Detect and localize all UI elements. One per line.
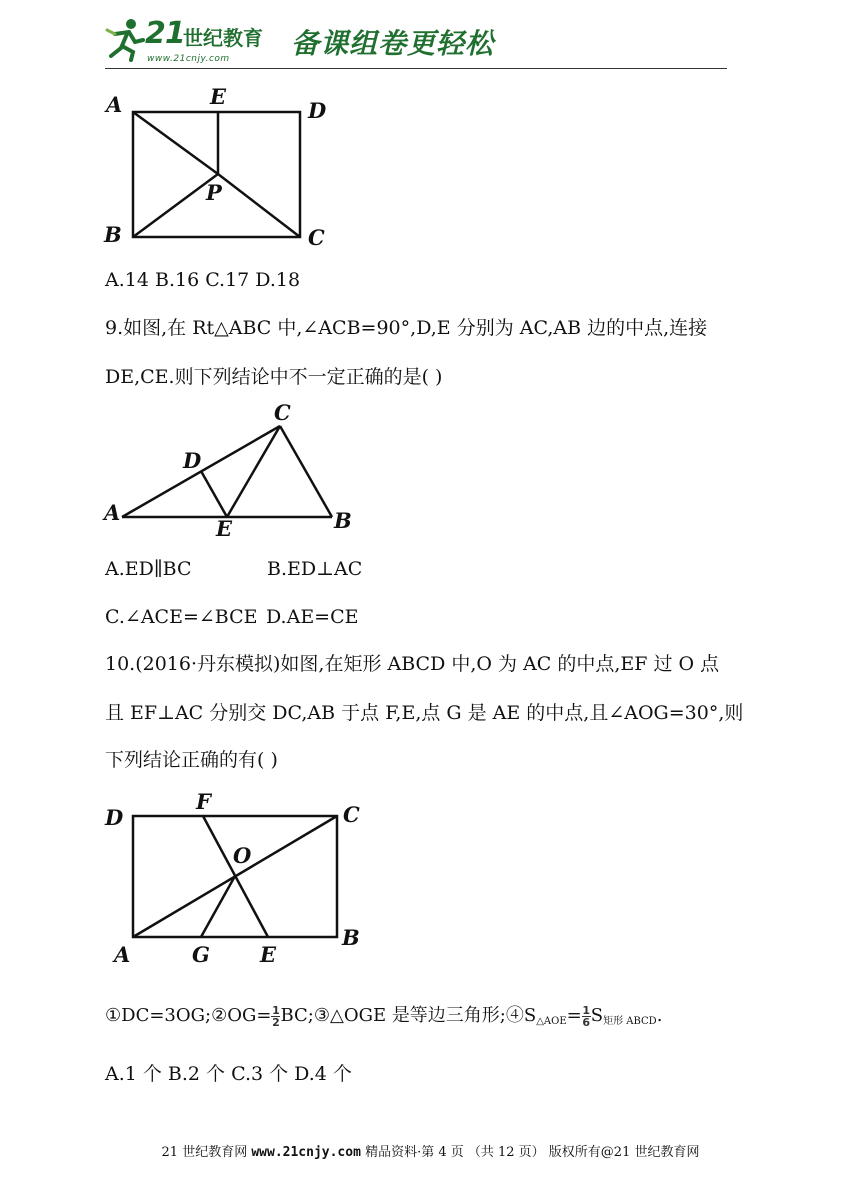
q10-stmt-part2: BC;③△OGE 是等边三角形;④S [280,1005,537,1026]
q8-segment-ap [133,112,218,174]
q9-option-c: C.∠ACE=∠BCE [105,606,258,628]
q10-stmt-sub1: △AOE [536,1016,567,1027]
q10-label-e: E [260,942,277,967]
frac-num: 1 [272,1003,280,1017]
q10-options: A.1 个 B.2 个 C.3 个 D.4 个 [105,1063,352,1085]
q8-label-e: E [210,84,227,109]
q9-figure [100,400,360,540]
q10-label-o: O [233,843,252,868]
q10-label-g: G [192,942,210,967]
q8-label-b: B [104,222,122,247]
q8-figure [100,84,340,254]
q9-option-b: B.ED⊥AC [267,558,363,580]
q10-label-c: C [343,802,360,827]
q9-label-a: A [104,500,121,525]
q8-segment-pc [218,174,300,237]
q10-label-b: B [342,925,360,950]
frac-den: 6 [582,1015,591,1029]
q9-label-d: D [183,448,202,473]
q10-stmt-part4: S [590,1005,604,1026]
q9-label-c: C [274,400,291,425]
q9-option-d: D.AE=CE [266,606,359,628]
q10-label-d: D [105,805,124,830]
q8-label-d: D [308,98,327,123]
q10-label-a: A [114,942,131,967]
q10-figure [100,785,380,975]
q9-text-line2: DE,CE.则下列结论中不一定正确的是( ) [105,366,443,388]
q10-stmt-part3: = [566,1005,582,1026]
q10-text-line2: 且 EF⊥AC 分别交 DC,AB 于点 F,E,点 G 是 AE 的中点,且∠AOG=30°,则 [105,702,744,724]
logo-text: 世纪教育 [183,26,263,50]
q9-segment-ce [227,426,280,517]
q8-options: A.14 B.16 C.17 D.18 [105,269,301,291]
q8-label-p: P [206,180,222,205]
q10-statements [105,1004,662,1034]
q10-text-line1: 10.(2016·丹东模拟)如图,在矩形 ABCD 中,O 为 AC 的中点,EF 过 O 点 [105,653,720,675]
frac-den: 2 [272,1015,280,1029]
q9-text-line1: 9.如图,在 Rt△ABC 中,∠ACB=90°,D,E 分别为 AC,AB 边的中点,连接 [105,317,708,339]
q10-stmt-part1: ①DC=3OG;②OG= [105,1005,272,1026]
footer-site: 21 世纪教育网 [161,1145,248,1160]
q9-label-b: B [334,508,352,533]
q10-stmt-sub2: 矩形 ABCD [603,1016,657,1027]
header-divider [105,68,727,69]
header-slogan: 备课组卷更轻松 [291,27,495,60]
q9-option-a: A.ED∥BC [105,558,192,580]
q10-label-f: F [196,789,211,814]
q8-label-a: A [106,92,123,117]
q10-text-line3: 下列结论正确的有( ) [105,749,278,771]
q9-segment-de [201,471,227,517]
footer-url[interactable]: www.21cnjy.com [251,1145,361,1160]
q8-label-c: C [308,225,325,250]
q9-segment-cb [280,426,332,517]
q9-label-e: E [216,516,233,540]
runner-logo-icon [105,16,145,62]
frac-num: 1 [582,1003,591,1017]
page-header [105,14,727,70]
q10-fraction-sixth [582,1005,591,1028]
logo-url: www.21cnjy.com [147,54,230,64]
q10-stmt-end: . [656,1005,663,1026]
footer-page-info: 精品资料·第 4 页 （共 12 页） 版权所有@21 世纪教育网 [365,1145,700,1160]
page-footer [0,1141,861,1160]
logo-number: 21 [145,16,185,51]
